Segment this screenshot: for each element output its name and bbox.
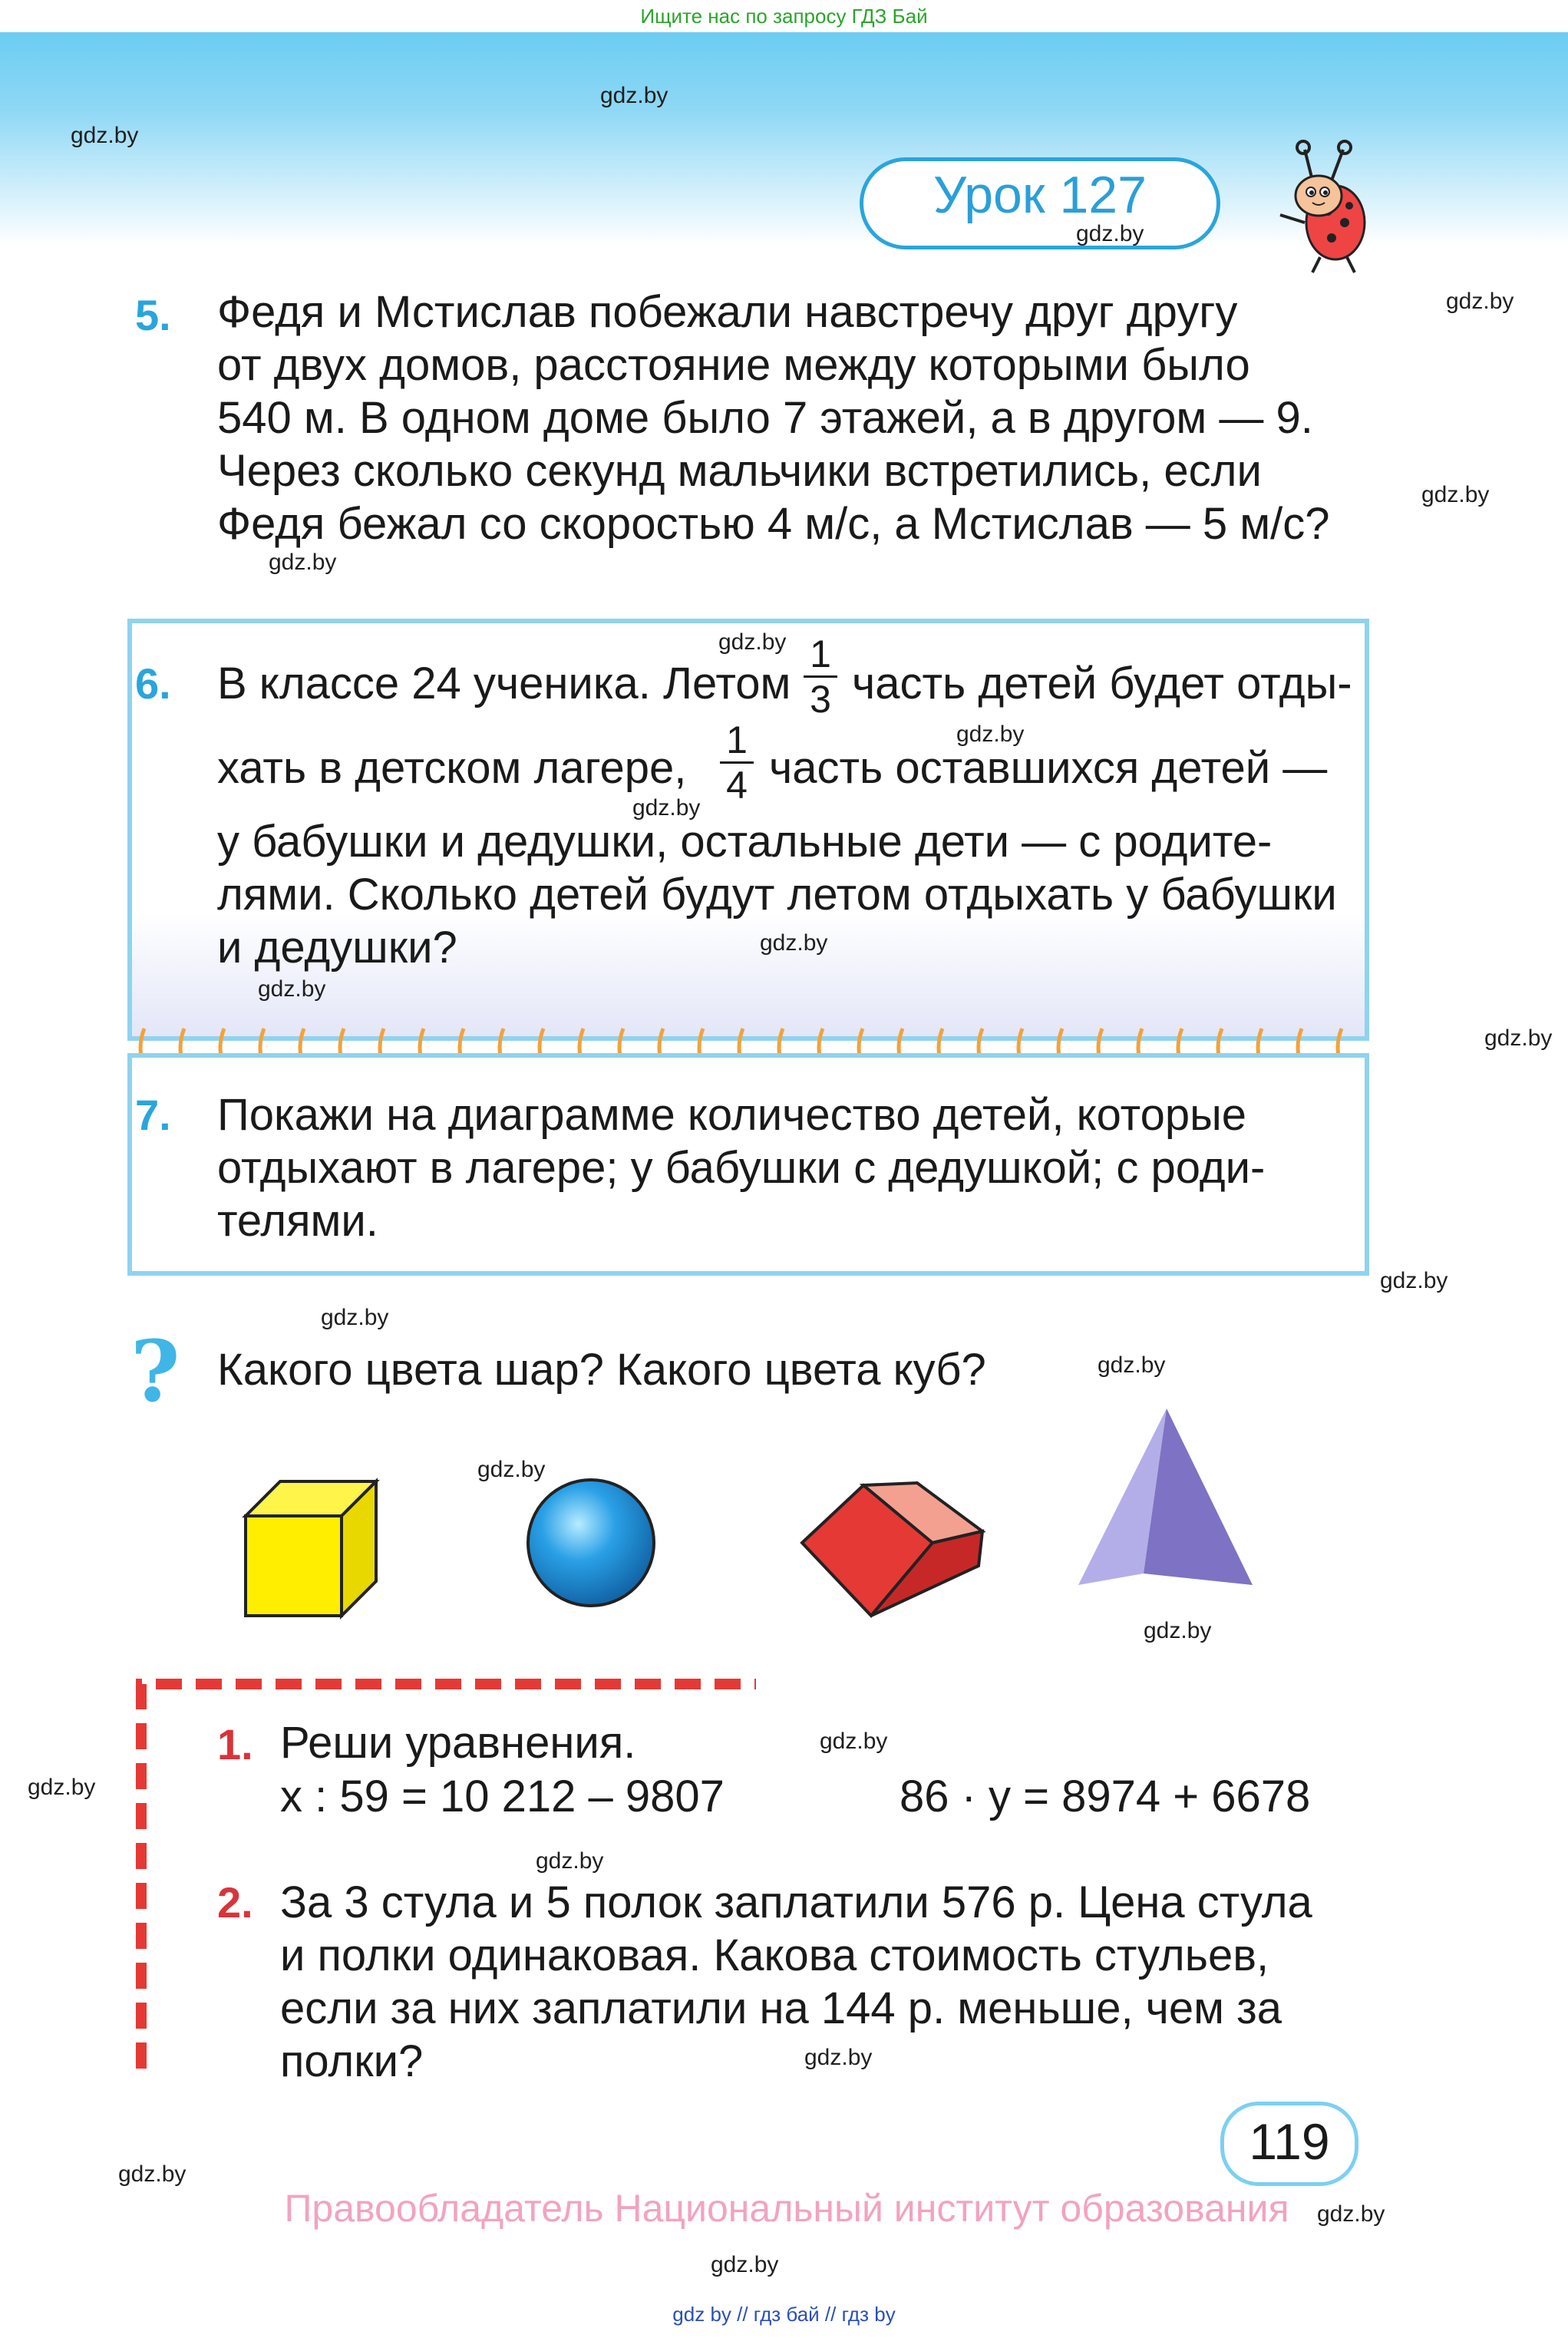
fraction-denominator: 3 xyxy=(810,678,831,721)
task6-line: и дедушки? xyxy=(217,923,457,973)
fraction-denominator: 4 xyxy=(726,764,748,807)
equation-1: x : 59 = 10 212 – 9807 xyxy=(280,1772,725,1821)
watermark: gdz.by xyxy=(258,976,326,1002)
task5-line: 540 м. В одном доме было 7 этажей, а в другом — 9. xyxy=(217,393,1313,443)
blue-sphere-icon xyxy=(522,1474,660,1612)
task5-number: 5. xyxy=(135,291,171,339)
footer-links[interactable]: gdz by // гдз бай // гдз by xyxy=(672,2303,896,2326)
watermark: gdz.by xyxy=(536,1848,604,1874)
watermark: gdz.by xyxy=(1098,1352,1166,1378)
extra1-number: 1. xyxy=(217,1720,253,1768)
task7-line: отдыхают в лагере; у бабушки с дедушкой; с роди- xyxy=(217,1143,1266,1193)
watermark: gdz.by xyxy=(477,1457,546,1482)
watermark: gdz.by xyxy=(820,1729,888,1754)
ladybug-mascot-icon xyxy=(1274,138,1374,276)
task7-line: Покажи на диаграмме количество детей, которые xyxy=(217,1090,1247,1140)
task6-line1b: часть детей будет отды- xyxy=(852,659,1352,708)
task5-line: от двух домов, расстояние между которыми было xyxy=(217,340,1250,390)
watermark: gdz.by xyxy=(269,550,337,575)
task5-text xyxy=(217,286,1359,550)
task7-line: телями. xyxy=(217,1196,378,1246)
watermark: gdz.by xyxy=(1144,1618,1212,1643)
watermark: gdz.by xyxy=(760,930,828,956)
task6-line1a: В классе 24 ученика. Летом xyxy=(217,659,791,708)
watermark: gdz.by xyxy=(71,123,139,148)
fraction-numerator: 1 xyxy=(726,718,748,761)
watermark: gdz.by xyxy=(1421,482,1490,507)
equation-2: 86 · y = 8974 + 6678 xyxy=(900,1772,1311,1821)
extra2-line: За 3 стула и 5 полок заплатили 576 р. Цена стула xyxy=(280,1877,1312,1927)
watermark: gdz.by xyxy=(718,629,787,655)
watermark: gdz.by xyxy=(711,2252,779,2277)
extra1-title: Реши уравнения. xyxy=(280,1718,636,1768)
task6-line2a: хать в детском лагере, xyxy=(217,743,687,793)
task6-line: лями. Сколько детей будут летом отдыхать у бабушки xyxy=(217,870,1337,920)
task5-line: Через сколько секунд мальчики встретились, если xyxy=(217,446,1262,496)
fraction-one-third xyxy=(804,634,837,719)
watermark: gdz.by xyxy=(1076,221,1144,246)
extra2-number: 2. xyxy=(217,1878,253,1927)
watermark: gdz.by xyxy=(804,2045,873,2070)
fraction-one-fourth xyxy=(720,720,754,805)
extra2-line: если за них заплатили на 144 р. меньше, чем за xyxy=(280,1983,1282,2033)
fraction-numerator: 1 xyxy=(810,632,831,675)
watermark: gdz.by xyxy=(1446,289,1514,314)
task5-line: Федя и Мстислав побежали навстречу друг другу xyxy=(217,287,1238,337)
red-prism-icon xyxy=(794,1474,994,1627)
lesson-title: Урок 127 xyxy=(933,166,1147,224)
question-mark-icon: ? xyxy=(130,1322,180,1421)
extra2-line: полки? xyxy=(280,2036,424,2086)
purple-pyramid-icon xyxy=(1074,1405,1259,1597)
watermark: gdz.by xyxy=(956,722,1025,747)
watermark: gdz.by xyxy=(118,2161,187,2187)
question-text: Какого цвета шар? Какого цвета куб? xyxy=(217,1345,986,1395)
extra2-line: и полки одинаковая. Какова стоимость стульев, xyxy=(280,1930,1269,1980)
task6-line: у бабушки и дедушки, остальные дети — с родите- xyxy=(217,817,1273,867)
yellow-cube-icon xyxy=(238,1474,391,1620)
task7-text xyxy=(217,1088,1359,1247)
task5-line: Федя бежал со скоростью 4 м/с, а Мстислав — 5 м/с? xyxy=(217,499,1330,549)
task7-number: 7. xyxy=(135,1091,171,1139)
top-banner[interactable]: Ищите нас по запросу ГДЗ Бай xyxy=(0,0,1568,32)
watermark: gdz.by xyxy=(632,795,701,821)
watermark: gdz.by xyxy=(1484,1025,1553,1051)
page-number: 119 xyxy=(1249,2113,1330,2170)
task6-number: 6. xyxy=(135,659,171,708)
watermark: gdz.by xyxy=(321,1305,389,1330)
task6-line2b: часть оставшихся детей — xyxy=(769,743,1328,793)
copyright-text: Правообладатель Национальный институт образования xyxy=(284,2187,1289,2230)
watermark: gdz.by xyxy=(28,1775,96,1800)
watermark: gdz.by xyxy=(1317,2201,1385,2227)
watermark: gdz.by xyxy=(1380,1268,1448,1293)
watermark: gdz.by xyxy=(600,83,668,108)
